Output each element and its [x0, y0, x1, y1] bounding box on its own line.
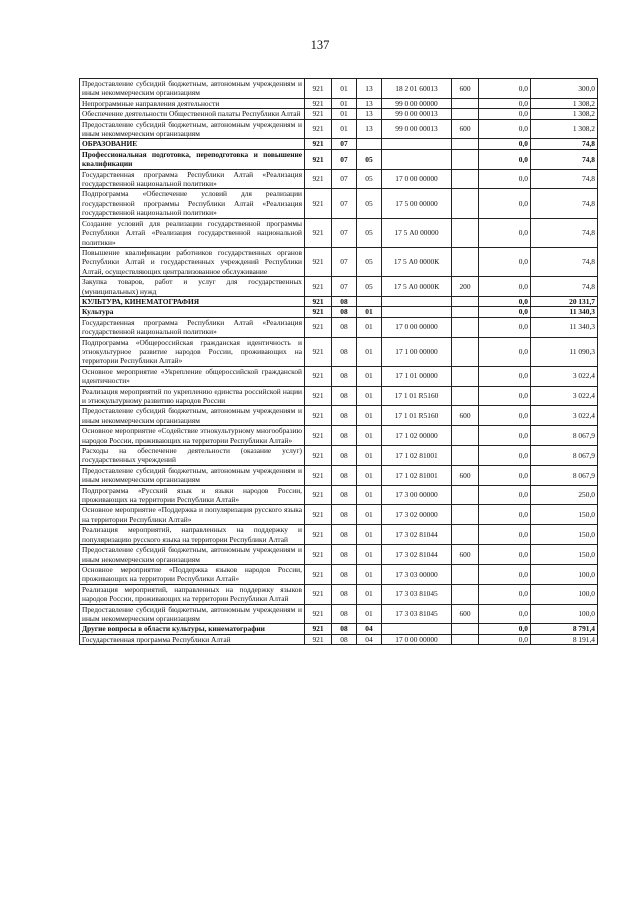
cell-section: 07: [332, 247, 357, 276]
table-row: [80, 505, 598, 525]
cell-amount-1: 0,0: [479, 366, 531, 386]
cell-amount-1: 0,0: [479, 98, 531, 108]
cell-subsection: 04: [357, 634, 382, 644]
cell-grbs: 921: [305, 189, 332, 218]
table-row: [80, 277, 598, 297]
cell-expense-type: [452, 169, 479, 189]
cell-amount-1: 0,0: [479, 317, 531, 337]
cell-grbs: 921: [305, 426, 332, 446]
cell-amount-2: 11 340,3: [531, 317, 598, 337]
cell-grbs: 921: [305, 386, 332, 406]
table-row: [80, 564, 598, 584]
cell-grbs: 921: [305, 624, 332, 634]
cell-expense-type: [452, 505, 479, 525]
cell-target-article: 17 5 А0 0000К: [382, 247, 452, 276]
cell-amount-1: 0,0: [479, 525, 531, 545]
cell-subsection: 01: [357, 584, 382, 604]
cell-name: Реализация мероприятий по укреплению единства российской нации и этнокультурному развитию народов России: [80, 386, 305, 406]
cell-grbs: 921: [305, 169, 332, 189]
cell-subsection: 01: [357, 366, 382, 386]
cell-expense-type: [452, 386, 479, 406]
cell-amount-1: 0,0: [479, 446, 531, 466]
cell-amount-1: 0,0: [479, 386, 531, 406]
cell-expense-type: [452, 317, 479, 337]
cell-section: 08: [332, 584, 357, 604]
cell-subsection: 13: [357, 109, 382, 119]
table-row: [80, 624, 598, 634]
cell-expense-type: [452, 189, 479, 218]
cell-target-article: 99 0 00 00013: [382, 119, 452, 139]
cell-amount-1: 0,0: [479, 584, 531, 604]
cell-name: КУЛЬТУРА, КИНЕМАТОГРАФИЯ: [80, 296, 305, 306]
cell-amount-1: 0,0: [479, 337, 531, 366]
cell-amount-1: 0,0: [479, 564, 531, 584]
cell-amount-2: 100,0: [531, 604, 598, 624]
cell-grbs: 921: [305, 296, 332, 306]
cell-subsection: 01: [357, 406, 382, 426]
cell-name: Реализация мероприятий, направленных на поддержку языков народов России, проживающих на территории Республики Алтай: [80, 584, 305, 604]
page-number: 137: [310, 38, 330, 52]
cell-amount-1: 0,0: [479, 247, 531, 276]
cell-subsection: 05: [357, 189, 382, 218]
table-row: [80, 218, 598, 247]
cell-section: 08: [332, 545, 357, 565]
cell-target-article: [382, 307, 452, 317]
cell-section: 08: [332, 634, 357, 644]
cell-name: Государственная программа Республики Алтай: [80, 634, 305, 644]
cell-subsection: 01: [357, 426, 382, 446]
cell-grbs: 921: [305, 307, 332, 317]
cell-subsection: 05: [357, 218, 382, 247]
cell-grbs: 921: [305, 465, 332, 485]
cell-expense-type: 600: [452, 604, 479, 624]
cell-amount-1: 0,0: [479, 169, 531, 189]
cell-amount-2: 74,8: [531, 247, 598, 276]
table-row: [80, 139, 598, 149]
cell-section: 08: [332, 307, 357, 317]
cell-name: Основное мероприятие «Укрепление общероссийской гражданской идентичности»: [80, 366, 305, 386]
cell-section: 08: [332, 485, 357, 505]
cell-subsection: 01: [357, 307, 382, 317]
cell-section: 01: [332, 119, 357, 139]
cell-amount-1: 0,0: [479, 624, 531, 634]
table-row: [80, 366, 598, 386]
cell-amount-2: 8 791,4: [531, 624, 598, 634]
cell-subsection: 05: [357, 247, 382, 276]
cell-subsection: 01: [357, 337, 382, 366]
table-row: [80, 307, 598, 317]
cell-target-article: 17 3 03 00000: [382, 564, 452, 584]
cell-section: 08: [332, 624, 357, 634]
cell-target-article: 17 5 А0 0000К: [382, 277, 452, 297]
cell-name: Создание условий для реализации государственной программы Республики Алтай «Реализация государственной национальной политики»: [80, 218, 305, 247]
cell-target-article: 17 1 02 81001: [382, 446, 452, 466]
cell-subsection: 13: [357, 79, 382, 99]
cell-target-article: 18 2 01 60013: [382, 79, 452, 99]
cell-section: 08: [332, 337, 357, 366]
cell-amount-2: 8 067,9: [531, 426, 598, 446]
cell-target-article: 17 3 02 81044: [382, 545, 452, 565]
cell-amount-1: 0,0: [479, 604, 531, 624]
cell-grbs: 921: [305, 218, 332, 247]
table-row: [80, 337, 598, 366]
cell-grbs: 921: [305, 109, 332, 119]
cell-amount-2: 8 067,9: [531, 446, 598, 466]
cell-expense-type: 200: [452, 277, 479, 297]
cell-target-article: 17 3 02 81044: [382, 525, 452, 545]
cell-amount-1: 0,0: [479, 119, 531, 139]
cell-expense-type: [452, 139, 479, 149]
cell-amount-1: 0,0: [479, 485, 531, 505]
cell-section: 07: [332, 218, 357, 247]
table-row: [80, 109, 598, 119]
cell-amount-1: 0,0: [479, 277, 531, 297]
cell-subsection: 05: [357, 149, 382, 169]
cell-name: Государственная программа Республики Алтай «Реализация государственной национальной политики»: [80, 169, 305, 189]
table-row: [80, 79, 598, 99]
cell-target-article: [382, 149, 452, 169]
cell-amount-2: 100,0: [531, 564, 598, 584]
table-row: [80, 119, 598, 139]
cell-amount-2: 74,8: [531, 139, 598, 149]
cell-amount-2: 74,8: [531, 189, 598, 218]
cell-section: 08: [332, 564, 357, 584]
cell-section: 07: [332, 149, 357, 169]
cell-section: 07: [332, 139, 357, 149]
cell-subsection: [357, 139, 382, 149]
cell-amount-2: 150,0: [531, 525, 598, 545]
cell-name: Культура: [80, 307, 305, 317]
cell-amount-2: 100,0: [531, 584, 598, 604]
table-row: [80, 525, 598, 545]
cell-grbs: 921: [305, 584, 332, 604]
table-row: [80, 465, 598, 485]
cell-grbs: 921: [305, 317, 332, 337]
cell-expense-type: [452, 98, 479, 108]
cell-name: Реализация мероприятий, направленных на поддержку и популяризацию русского языка на территории Республики Алтай: [80, 525, 305, 545]
table-row: [80, 149, 598, 169]
table-row: [80, 98, 598, 108]
cell-grbs: 921: [305, 564, 332, 584]
cell-expense-type: [452, 426, 479, 446]
cell-expense-type: [452, 337, 479, 366]
cell-subsection: 01: [357, 604, 382, 624]
cell-amount-2: 1 308,2: [531, 98, 598, 108]
cell-expense-type: [452, 525, 479, 545]
cell-name: Основное мероприятие «Поддержка языков народов России, проживающих на территории Республики Алтай»: [80, 564, 305, 584]
cell-subsection: 01: [357, 465, 382, 485]
cell-expense-type: [452, 584, 479, 604]
cell-subsection: 01: [357, 525, 382, 545]
cell-amount-1: 0,0: [479, 296, 531, 306]
cell-target-article: [382, 139, 452, 149]
cell-subsection: 01: [357, 545, 382, 565]
cell-grbs: 921: [305, 337, 332, 366]
cell-section: 08: [332, 604, 357, 624]
cell-section: 08: [332, 366, 357, 386]
cell-target-article: 17 1 01 R5160: [382, 386, 452, 406]
cell-name: Подпрограмма «Русский язык и языки народов России, проживающих на территории Республики Алтай»: [80, 485, 305, 505]
cell-amount-2: 11 090,3: [531, 337, 598, 366]
cell-grbs: 921: [305, 119, 332, 139]
cell-target-article: 99 0 00 00000: [382, 98, 452, 108]
cell-section: 01: [332, 79, 357, 99]
table-row: [80, 317, 598, 337]
cell-amount-2: 1 308,2: [531, 109, 598, 119]
cell-expense-type: [452, 446, 479, 466]
cell-expense-type: [452, 109, 479, 119]
cell-amount-1: 0,0: [479, 218, 531, 247]
table-row: [80, 604, 598, 624]
cell-section: 07: [332, 189, 357, 218]
cell-expense-type: [452, 624, 479, 634]
cell-amount-2: 3 022,4: [531, 366, 598, 386]
cell-subsection: [357, 296, 382, 306]
table-row: [80, 406, 598, 426]
cell-expense-type: [452, 296, 479, 306]
table-row: [80, 545, 598, 565]
cell-target-article: 17 1 01 R5160: [382, 406, 452, 426]
cell-grbs: 921: [305, 139, 332, 149]
cell-subsection: 01: [357, 317, 382, 337]
cell-target-article: 17 3 00 00000: [382, 485, 452, 505]
cell-amount-1: 0,0: [479, 109, 531, 119]
cell-grbs: 921: [305, 79, 332, 99]
table-row: [80, 426, 598, 446]
cell-amount-2: 250,0: [531, 485, 598, 505]
cell-name: Предоставление субсидий бюджетным, автономным учреждениям и иным некоммерческим организациям: [80, 465, 305, 485]
cell-name: Основное мероприятие «Поддержка и популяризация русского языка на территории Республики Алтай»: [80, 505, 305, 525]
cell-amount-1: 0,0: [479, 79, 531, 99]
cell-name: Обеспечение деятельности Общественной палаты Республики Алтай: [80, 109, 305, 119]
cell-section: 08: [332, 386, 357, 406]
cell-amount-1: 0,0: [479, 149, 531, 169]
cell-name: Непрограммные направления деятельности: [80, 98, 305, 108]
cell-grbs: 921: [305, 485, 332, 505]
cell-target-article: 17 3 03 81045: [382, 604, 452, 624]
cell-subsection: 01: [357, 564, 382, 584]
cell-amount-2: 3 022,4: [531, 406, 598, 426]
budget-table: [79, 78, 598, 645]
cell-target-article: 17 5 А0 00000: [382, 218, 452, 247]
cell-subsection: 01: [357, 485, 382, 505]
cell-amount-1: 0,0: [479, 505, 531, 525]
cell-grbs: 921: [305, 366, 332, 386]
cell-expense-type: [452, 218, 479, 247]
cell-expense-type: [452, 485, 479, 505]
cell-amount-1: 0,0: [479, 545, 531, 565]
cell-amount-2: 11 340,3: [531, 307, 598, 317]
cell-section: 07: [332, 169, 357, 189]
cell-name: Подпрограмма «Обеспечение условий для реализации государственной программы Республики Алтай «Реализация государственной национальной политики»: [80, 189, 305, 218]
cell-target-article: [382, 624, 452, 634]
cell-grbs: 921: [305, 505, 332, 525]
cell-section: 08: [332, 317, 357, 337]
cell-expense-type: [452, 149, 479, 169]
cell-name: Предоставление субсидий бюджетным, автономным учреждениям и иным некоммерческим организациям: [80, 79, 305, 99]
cell-subsection: 13: [357, 98, 382, 108]
cell-section: 07: [332, 277, 357, 297]
cell-subsection: 01: [357, 386, 382, 406]
cell-amount-2: 74,8: [531, 169, 598, 189]
cell-expense-type: 600: [452, 545, 479, 565]
cell-amount-2: 20 131,7: [531, 296, 598, 306]
table-row: [80, 189, 598, 218]
cell-name: Профессиональная подготовка, переподготовка и повышение квалификации: [80, 149, 305, 169]
cell-expense-type: [452, 564, 479, 584]
cell-amount-2: 3 022,4: [531, 386, 598, 406]
cell-expense-type: [452, 307, 479, 317]
cell-target-article: 17 5 00 00000: [382, 189, 452, 218]
cell-section: 08: [332, 465, 357, 485]
cell-target-article: 17 1 00 00000: [382, 337, 452, 366]
cell-subsection: 05: [357, 277, 382, 297]
cell-amount-1: 0,0: [479, 634, 531, 644]
cell-subsection: 05: [357, 169, 382, 189]
cell-amount-2: 300,0: [531, 79, 598, 99]
cell-amount-1: 0,0: [479, 139, 531, 149]
cell-section: 08: [332, 505, 357, 525]
cell-grbs: 921: [305, 525, 332, 545]
cell-target-article: 17 1 01 00000: [382, 366, 452, 386]
cell-expense-type: [452, 634, 479, 644]
cell-expense-type: [452, 366, 479, 386]
cell-subsection: 13: [357, 119, 382, 139]
cell-amount-1: 0,0: [479, 426, 531, 446]
cell-expense-type: 600: [452, 119, 479, 139]
cell-subsection: 04: [357, 624, 382, 634]
cell-amount-2: 74,8: [531, 218, 598, 247]
cell-grbs: 921: [305, 406, 332, 426]
table-row: [80, 169, 598, 189]
cell-name: ОБРАЗОВАНИЕ: [80, 139, 305, 149]
cell-grbs: 921: [305, 545, 332, 565]
cell-name: Предоставление субсидий бюджетным, автономным учреждениям и иным некоммерческим организациям: [80, 406, 305, 426]
cell-name: Другие вопросы в области культуры, кинематографии: [80, 624, 305, 634]
cell-amount-1: 0,0: [479, 189, 531, 218]
cell-grbs: 921: [305, 98, 332, 108]
cell-amount-2: 74,8: [531, 277, 598, 297]
cell-name: Предоставление субсидий бюджетным, автономным учреждениям и иным некоммерческим организациям: [80, 119, 305, 139]
cell-amount-2: 150,0: [531, 545, 598, 565]
cell-target-article: 17 3 02 00000: [382, 505, 452, 525]
cell-section: 08: [332, 296, 357, 306]
cell-grbs: 921: [305, 149, 332, 169]
cell-target-article: [382, 296, 452, 306]
cell-expense-type: 600: [452, 79, 479, 99]
cell-grbs: 921: [305, 247, 332, 276]
cell-section: 01: [332, 109, 357, 119]
cell-amount-2: 8 191,4: [531, 634, 598, 644]
cell-amount-1: 0,0: [479, 307, 531, 317]
cell-target-article: 17 1 02 00000: [382, 426, 452, 446]
cell-grbs: 921: [305, 277, 332, 297]
cell-expense-type: 600: [452, 465, 479, 485]
cell-target-article: 17 3 03 81045: [382, 584, 452, 604]
cell-name: Повышение квалификации работников государственных органов Республики Алтай и государственных учреждений Республики Алтай, осуществляющих централизованное обслуживание: [80, 247, 305, 276]
table-row: [80, 446, 598, 466]
cell-name: Подпрограмма «Общероссийская гражданская идентичность и этнокультурное развитие народов России, проживающих на территории Республики Алтай»: [80, 337, 305, 366]
cell-target-article: 17 0 00 00000: [382, 169, 452, 189]
table-row: [80, 386, 598, 406]
cell-amount-2: 150,0: [531, 505, 598, 525]
cell-grbs: 921: [305, 604, 332, 624]
cell-name: Основное мероприятие «Содействие этнокультурному многообразию народов России, проживающих на территории Республики Алтай»: [80, 426, 305, 446]
cell-name: Закупка товаров, работ и услуг для государственных (муниципальных) нужд: [80, 277, 305, 297]
cell-section: 01: [332, 98, 357, 108]
cell-subsection: 01: [357, 505, 382, 525]
cell-target-article: 17 0 00 00000: [382, 634, 452, 644]
cell-section: 08: [332, 426, 357, 446]
cell-section: 08: [332, 406, 357, 426]
cell-name: Государственная программа Республики Алтай «Реализация государственной национальной политики»: [80, 317, 305, 337]
cell-amount-1: 0,0: [479, 406, 531, 426]
cell-grbs: 921: [305, 446, 332, 466]
table-row: [80, 296, 598, 306]
cell-amount-1: 0,0: [479, 465, 531, 485]
cell-name: Предоставление субсидий бюджетным, автономным учреждениям и иным некоммерческим организациям: [80, 604, 305, 624]
cell-section: 08: [332, 525, 357, 545]
table-row: [80, 634, 598, 644]
cell-name: Расходы на обеспечение деятельности (оказание услуг) государственных учреждений: [80, 446, 305, 466]
cell-amount-2: 1 308,2: [531, 119, 598, 139]
cell-expense-type: [452, 247, 479, 276]
table-row: [80, 584, 598, 604]
cell-name: Предоставление субсидий бюджетным, автономным учреждениям и иным некоммерческим организациям: [80, 545, 305, 565]
cell-target-article: 99 0 00 00013: [382, 109, 452, 119]
cell-amount-2: 8 067,9: [531, 465, 598, 485]
cell-section: 08: [332, 446, 357, 466]
table-row: [80, 247, 598, 276]
cell-grbs: 921: [305, 634, 332, 644]
table-row: [80, 485, 598, 505]
cell-expense-type: 600: [452, 406, 479, 426]
cell-amount-2: 74,8: [531, 149, 598, 169]
cell-target-article: 17 0 00 00000: [382, 317, 452, 337]
cell-subsection: 01: [357, 446, 382, 466]
cell-target-article: 17 1 02 81001: [382, 465, 452, 485]
